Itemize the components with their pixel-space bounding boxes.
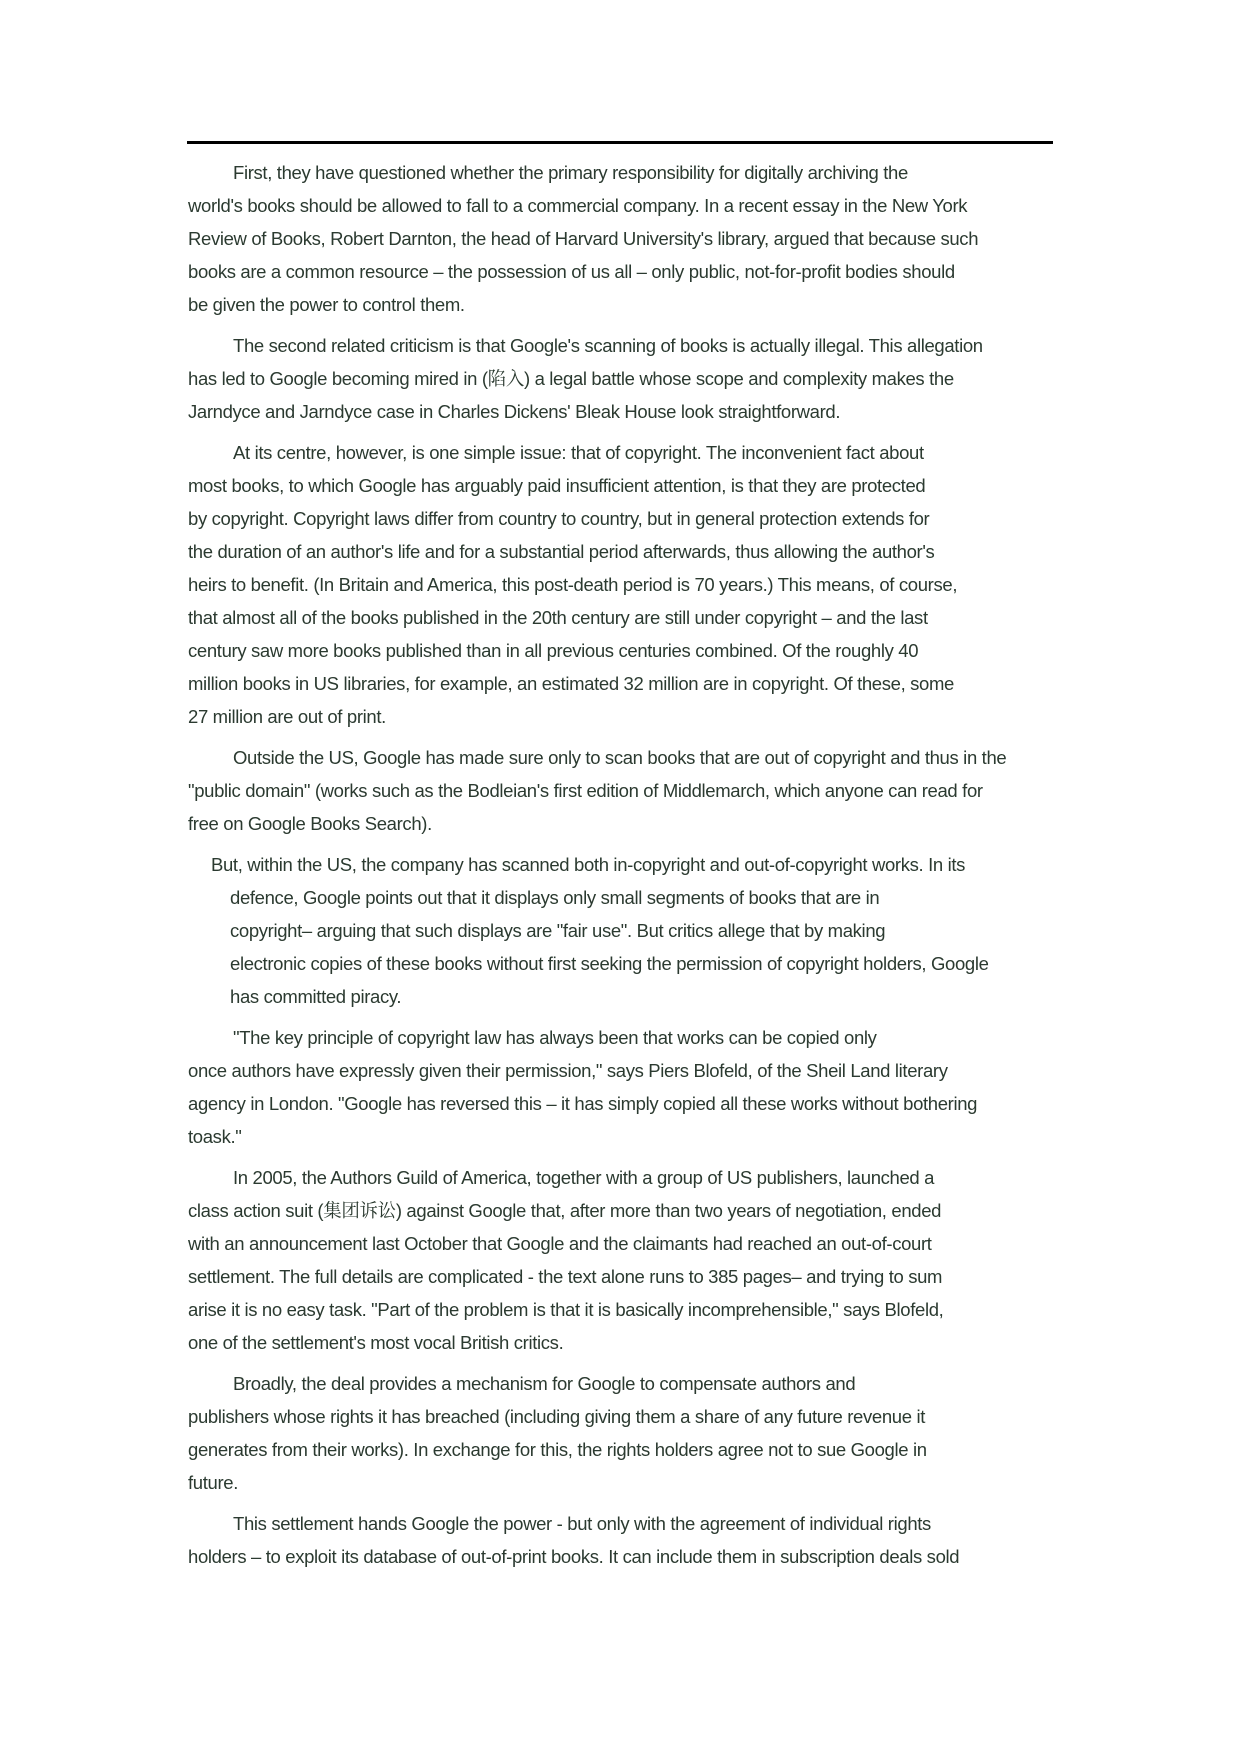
text-line: most books, to which Google has arguably paid insufficient attention, is that they are protected xyxy=(188,475,926,496)
text-line: million books in US libraries, for example, an estimated 32 million are in copyright. Of these, some xyxy=(188,673,954,694)
text-line: settlement. The full details are complicated - the text alone runs to 385 pages– and trying to sum xyxy=(188,1266,943,1287)
text-line: But, within the US, the company has scanned both in-copyright and out-of-copyright works. In its xyxy=(211,854,966,875)
text-line: by copyright. Copyright laws differ from country to country, but in general protection extends for xyxy=(188,508,930,529)
text-line: agency in London. "Google has reversed this – it has simply copied all these works without bothering xyxy=(188,1093,978,1114)
text-line: books are a common resource – the possession of us all – only public, not-for-profit bodies should xyxy=(188,261,955,282)
paragraph xyxy=(188,741,1068,840)
text-line: world's books should be allowed to fall to a commercial company. In a recent essay in the New York xyxy=(188,195,968,216)
text-line: arise it is no easy task. "Part of the problem is that it is basically incomprehensible," says Blofeld, xyxy=(188,1299,944,1320)
paragraph xyxy=(188,1507,1068,1573)
text-line: First, they have questioned whether the primary responsibility for digitally archiving the xyxy=(233,162,908,183)
text-line: holders – to exploit its database of out-of-print books. It can include them in subscription deals sold xyxy=(188,1546,960,1567)
text-line: publishers whose rights it has breached (including giving them a share of any future revenue it xyxy=(188,1406,925,1427)
text-line: with an announcement last October that Google and the claimants had reached an out-of-court xyxy=(188,1233,932,1254)
text-line: In 2005, the Authors Guild of America, together with a group of US publishers, launched a xyxy=(233,1167,935,1188)
paragraph xyxy=(188,1021,1068,1153)
text-line: heirs to benefit. (In Britain and America, this post-death period is 70 years.) This means, of course, xyxy=(188,574,958,595)
text-line: "public domain" (works such as the Bodleian's first edition of Middlemarch, which anyone can read for xyxy=(188,780,983,801)
text-line: This settlement hands Google the power - but only with the agreement of individual rights xyxy=(233,1513,931,1534)
text-line: the duration of an author's life and for a substantial period afterwards, thus allowing the author's xyxy=(188,541,935,562)
text-line: free on Google Books Search). xyxy=(188,813,432,834)
paragraph xyxy=(188,436,1068,733)
text-line: defence, Google points out that it displays only small segments of books that are in xyxy=(230,887,880,908)
text-line: The second related criticism is that Google's scanning of books is actually illegal. This allegation xyxy=(233,335,983,356)
header-rule xyxy=(187,141,1053,144)
text-line: Review of Books, Robert Darnton, the head of Harvard University's library, argued that because such xyxy=(188,228,979,249)
text-line: be given the power to control them. xyxy=(188,294,465,315)
text-line: At its centre, however, is one simple issue: that of copyright. The inconvenient fact about xyxy=(233,442,924,463)
text-line: has led to Google becoming mired in (陷入) a legal battle whose scope and complexity makes the xyxy=(188,368,954,389)
text-line: class action suit (集团诉讼) against Google that, after more than two years of negotiation, ended xyxy=(188,1200,942,1221)
paragraph xyxy=(188,1367,1068,1499)
article-body xyxy=(188,156,1068,1581)
text-line: century saw more books published than in all previous centuries combined. Of the roughly 40 xyxy=(188,640,919,661)
text-line: that almost all of the books published in the 20th century are still under copyright – and the last xyxy=(188,607,928,628)
text-line: "The key principle of copyright law has always been that works can be copied only xyxy=(233,1027,877,1048)
text-line: Broadly, the deal provides a mechanism for Google to compensate authors and xyxy=(233,1373,856,1394)
paragraph xyxy=(188,156,1068,321)
text-line: once authors have expressly given their permission," says Piers Blofeld, of the Sheil Land literary xyxy=(188,1060,948,1081)
paragraph xyxy=(188,848,1068,1013)
text-line: generates from their works). In exchange for this, the rights holders agree not to sue Google in xyxy=(188,1439,927,1460)
text-line: Outside the US, Google has made sure only to scan books that are out of copyright and thus in the xyxy=(233,747,1007,768)
paragraph xyxy=(188,1161,1068,1359)
text-line: future. xyxy=(188,1472,238,1493)
paragraph xyxy=(188,329,1068,428)
text-line: electronic copies of these books without first seeking the permission of copyright holders, Google xyxy=(230,953,989,974)
text-line: Jarndyce and Jarndyce case in Charles Dickens' Bleak House look straightforward. xyxy=(188,401,841,422)
text-line: copyright– arguing that such displays are "fair use". But critics allege that by making xyxy=(230,920,886,941)
text-line: has committed piracy. xyxy=(230,986,402,1007)
text-line: toask." xyxy=(188,1126,242,1147)
text-line: 27 million are out of print. xyxy=(188,706,386,727)
text-line: one of the settlement's most vocal British critics. xyxy=(188,1332,564,1353)
